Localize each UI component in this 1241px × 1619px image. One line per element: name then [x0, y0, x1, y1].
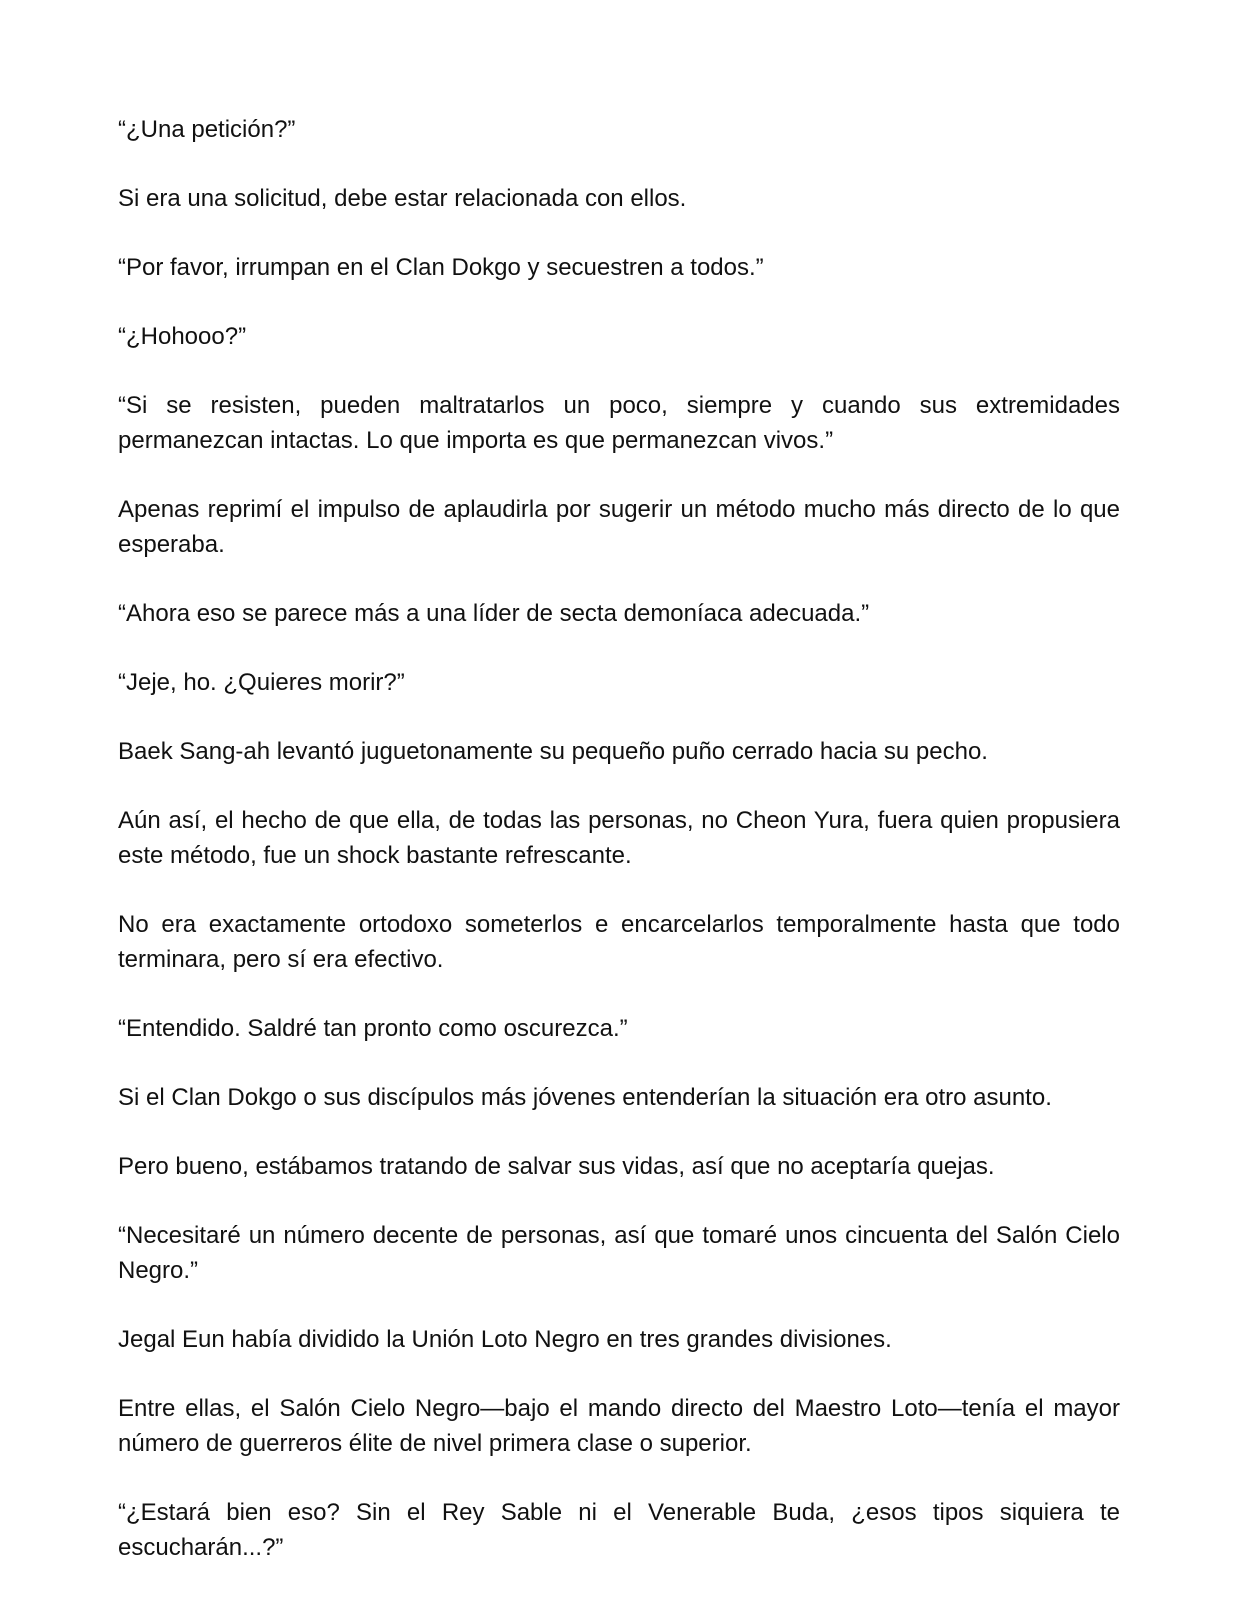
paragraph: “¿Estará bien eso? Sin el Rey Sable ni el Venerable Buda, ¿esos tipos siquiera te escucharán...?”: [118, 1499, 1120, 1561]
paragraph: No era exactamente ortodoxo someterlos e encarcelarlos temporalmente hasta que todo terminara, pero sí era efectivo.: [118, 911, 1120, 973]
paragraph: Si el Clan Dokgo o sus discípulos más jóvenes entenderían la situación era otro asunto.: [118, 1084, 1052, 1111]
paragraph: “¿Una petición?”: [118, 116, 296, 143]
paragraph: “¿Hohooo?”: [118, 323, 247, 350]
paragraph: Entre ellas, el Salón Cielo Negro—bajo el mando directo del Maestro Loto—tenía el mayor número de guerreros élite de nivel primera clase o superior.: [118, 1395, 1120, 1457]
paragraph: “Jeje, ho. ¿Quieres morir?”: [118, 669, 405, 696]
paragraph: Apenas reprimí el impulso de aplaudirla por sugerir un método mucho más directo de lo que esperaba.: [118, 496, 1120, 558]
paragraph: “Necesitaré un número decente de personas, así que tomaré unos cincuenta del Salón Cielo Negro.”: [118, 1222, 1120, 1284]
paragraph: Jegal Eun había dividido la Unión Loto Negro en tres grandes divisiones.: [118, 1326, 892, 1353]
paragraph: “Por favor, irrumpan en el Clan Dokgo y secuestren a todos.”: [118, 254, 764, 281]
paragraph: “Ahora eso se parece más a una líder de secta demoníaca adecuada.”: [118, 600, 870, 627]
paragraph: Aún así, el hecho de que ella, de todas las personas, no Cheon Yura, fuera quien propusiera este método, fue un shock bastante refrescante.: [118, 807, 1120, 869]
paragraph: “Si se resisten, pueden maltratarlos un poco, siempre y cuando sus extremidades permanezcan intactas. Lo que importa es que permanezcan vivos.”: [118, 392, 1120, 454]
paragraph: Baek Sang-ah levantó juguetonamente su pequeño puño cerrado hacia su pecho.: [118, 738, 988, 765]
paragraph: “Entendido. Saldré tan pronto como oscurezca.”: [118, 1015, 628, 1042]
paragraph: Si era una solicitud, debe estar relacionada con ellos.: [118, 185, 687, 212]
paragraph: Pero bueno, estábamos tratando de salvar sus vidas, así que no aceptaría quejas.: [118, 1153, 995, 1180]
document-page: [118, 112, 1120, 1565]
